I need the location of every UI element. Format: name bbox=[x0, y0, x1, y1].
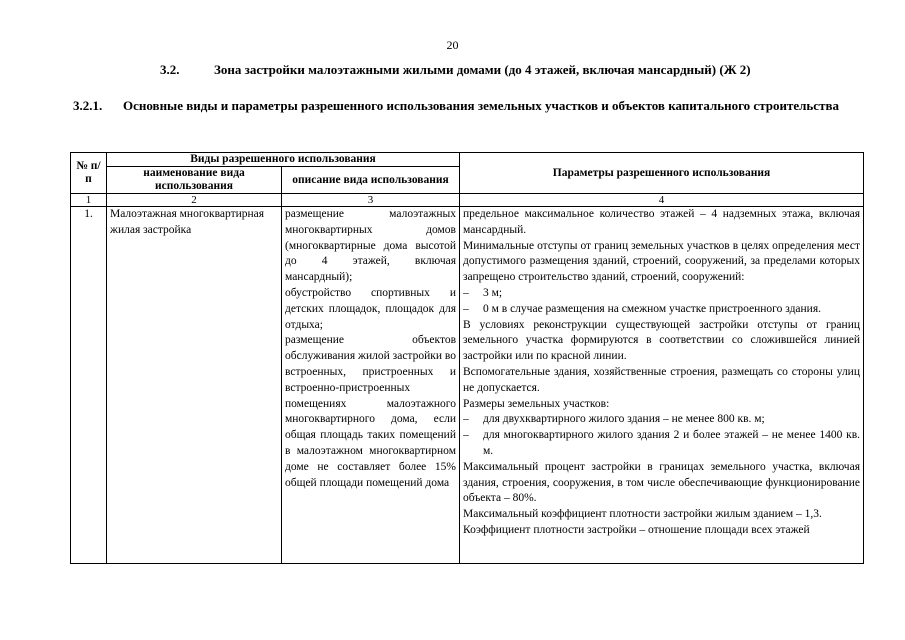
row-number: 1. bbox=[84, 208, 93, 220]
use-type-description bbox=[285, 207, 456, 563]
list-item: – для многоквартирного жилого здания 2 и более этажей – не менее 1400 кв. м. bbox=[463, 428, 860, 460]
dash-marker: – bbox=[463, 286, 469, 299]
subsection-title: Основные виды и параметры разрешенного использования земельных участков и объектов капитального строительства bbox=[123, 98, 839, 113]
header-types-group: Виды разрешенного использования bbox=[107, 153, 460, 167]
list-item: – 3 м; bbox=[463, 286, 860, 302]
list-item: – 0 м в случае размещения на смежном участке пристроенного здания. bbox=[463, 302, 860, 318]
subsection-heading bbox=[73, 97, 873, 114]
param-paragraph: Размеры земельных участков: bbox=[463, 397, 610, 410]
dash-marker: – bbox=[463, 413, 469, 426]
section-title: Зона застройки малоэтажными жилыми домами (до 4 этажей, включая мансардный) (Ж 2) bbox=[214, 62, 751, 77]
section-heading bbox=[160, 62, 751, 78]
dash-marker: – bbox=[463, 429, 469, 442]
param-paragraph: Коэффициент плотности застройки – отношение площади всех этажей bbox=[463, 523, 810, 536]
param-paragraph: Максимальный процент застройки в границах земельного участка, включая здания, строения, сооружения, в том числе обеспечивающие функционирование объекта – 80%. bbox=[463, 460, 860, 505]
section-number: 3.2. bbox=[160, 62, 180, 77]
description-line: размещение малоэтажных многоквартирных домов (многоквартирные дома высотой до 4 этажей, включая мансардный); bbox=[285, 208, 456, 284]
dash-marker: – bbox=[463, 302, 469, 315]
list-item: – для двухквартирного жилого здания – не менее 800 кв. м; bbox=[463, 412, 860, 428]
page-number: 20 bbox=[446, 38, 459, 52]
param-paragraph: Максимальный коэффициент плотности застройки жилым зданием – 1,3. bbox=[463, 508, 822, 521]
col-number-3: 3 bbox=[282, 194, 460, 207]
param-paragraph: Минимальные отступы от границ земельных участков в целях определения мест допустимого размещения зданий, строений, сооружений, за пределами которых запрещено строительство зданий, строений, сооружений: bbox=[463, 239, 860, 284]
col-number-4: 4 bbox=[460, 194, 864, 207]
regulations-table bbox=[70, 152, 864, 564]
table-row bbox=[71, 207, 864, 564]
header-name: наименование вида использования bbox=[107, 167, 282, 194]
use-type-name: Малоэтажная многоквартирная жилая застройка bbox=[110, 208, 265, 236]
header-desc: описание вида использования bbox=[282, 167, 460, 194]
use-parameters bbox=[463, 207, 860, 563]
description-line: обустройство спортивных и детских площадок, площадок для отдыха; bbox=[285, 286, 456, 331]
header-num: № п/п bbox=[71, 153, 107, 194]
col-number-1: 1 bbox=[71, 194, 107, 207]
subsection-number: 3.2.1. bbox=[73, 98, 103, 113]
param-paragraph: Вспомогательные здания, хозяйственные строения, размещать со стороны улиц не допускается. bbox=[463, 365, 860, 394]
col-number-2: 2 bbox=[107, 194, 282, 207]
param-paragraph: предельное максимальное количество этажей – 4 надземных этажа, включая мансардный. bbox=[463, 208, 860, 236]
param-paragraph: В условиях реконструкции существующей застройки отступы от границ земельного участка формируются в соответствии со сложившейся линией застройки или по красной линии. bbox=[463, 318, 860, 363]
header-params: Параметры разрешенного использования bbox=[460, 153, 864, 194]
description-line: размещение объектов обслуживания жилой застройки во встроенных, пристроенных и встроенно-пристроенных помещениях малоэтажного многоквартирного дома, если общая площадь таких помещений в малоэтажном многоквартирном доме не составляет более 15% общей площади помещений дома bbox=[285, 334, 456, 489]
